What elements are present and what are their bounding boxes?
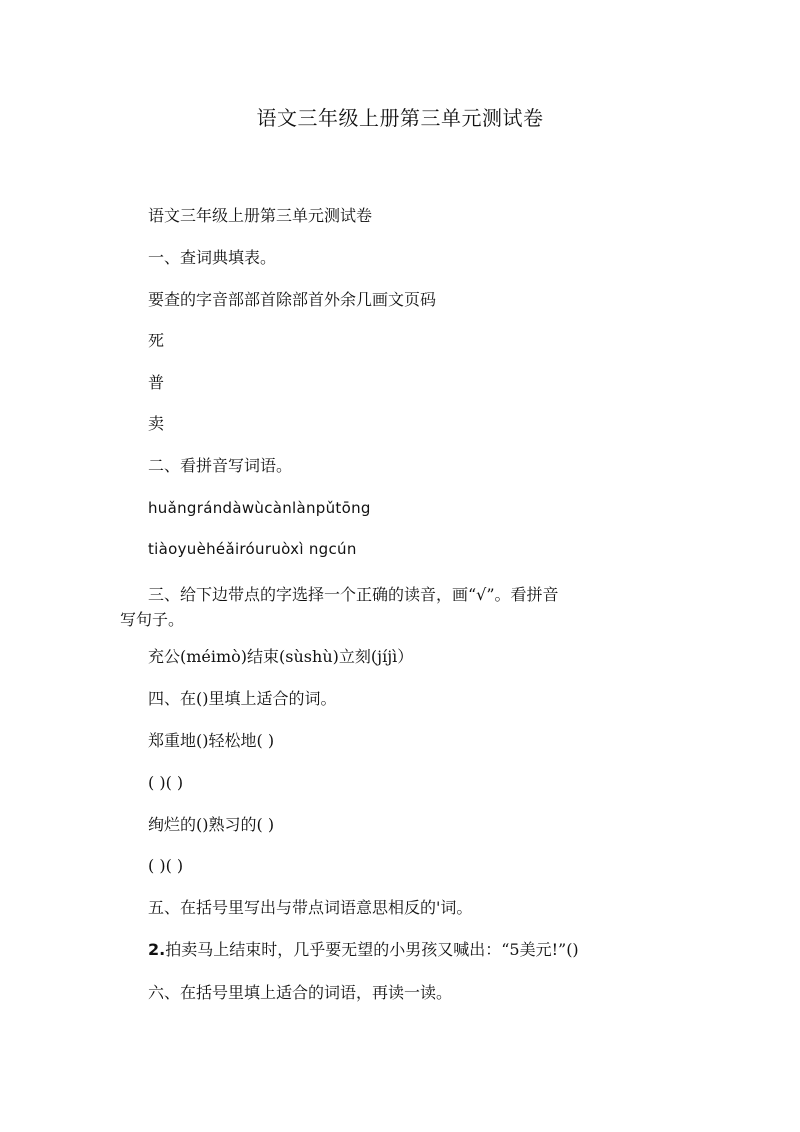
section4-line-4: ( )( ) <box>148 856 184 875</box>
section2-heading: 二、看拼音写词语。 <box>148 456 293 475</box>
section2-pinyin-line-2: tiàoyuèhéǎiróuruòxì ngcún <box>148 540 357 558</box>
section3-heading-line-2: 写句子。 <box>120 610 185 629</box>
section2-pinyin-line-1: huǎngrándàwùcànlànpǔtōng <box>148 499 371 517</box>
section1-char-2: 普 <box>148 373 165 392</box>
section3-heading-line-1: 三、给下边带点的字选择一个正确的读音，画“√”。看拼音 <box>148 585 559 604</box>
question-number: 2. <box>148 940 166 959</box>
section3-options: 充公(méimò)结束(sùshù)立刻(jíjì） <box>148 647 414 666</box>
question-text: 拍卖马上结束时，几乎要无望的小男孩又喊出：“5美元!”() <box>165 940 579 959</box>
section4-line-2: ( )( ) <box>148 773 184 792</box>
section6-heading: 六、在括号里填上适合的词语，再读一读。 <box>148 983 453 1002</box>
section1-heading: 一、查词典填表。 <box>148 248 277 267</box>
section1-char-1: 死 <box>148 331 165 350</box>
section5-heading: 五、在括号里写出与带点词语意思相反的'词。 <box>148 898 473 917</box>
subtitle: 语文三年级上册第三单元测试卷 <box>148 206 373 225</box>
section1-table-header: 要查的字音部部首除部首外余几画文页码 <box>148 290 437 309</box>
section4-heading: 四、在()里填上适合的词。 <box>148 689 337 708</box>
page-title: 语文三年级上册第三单元测试卷 <box>256 106 544 130</box>
section5-question-2 <box>148 939 579 961</box>
section4-line-1: 郑重地()轻松地( ) <box>148 731 275 750</box>
section4-line-3: 绚烂的()熟习的( ) <box>148 815 275 834</box>
section3-heading <box>120 582 660 632</box>
section1-char-3: 卖 <box>148 414 165 433</box>
